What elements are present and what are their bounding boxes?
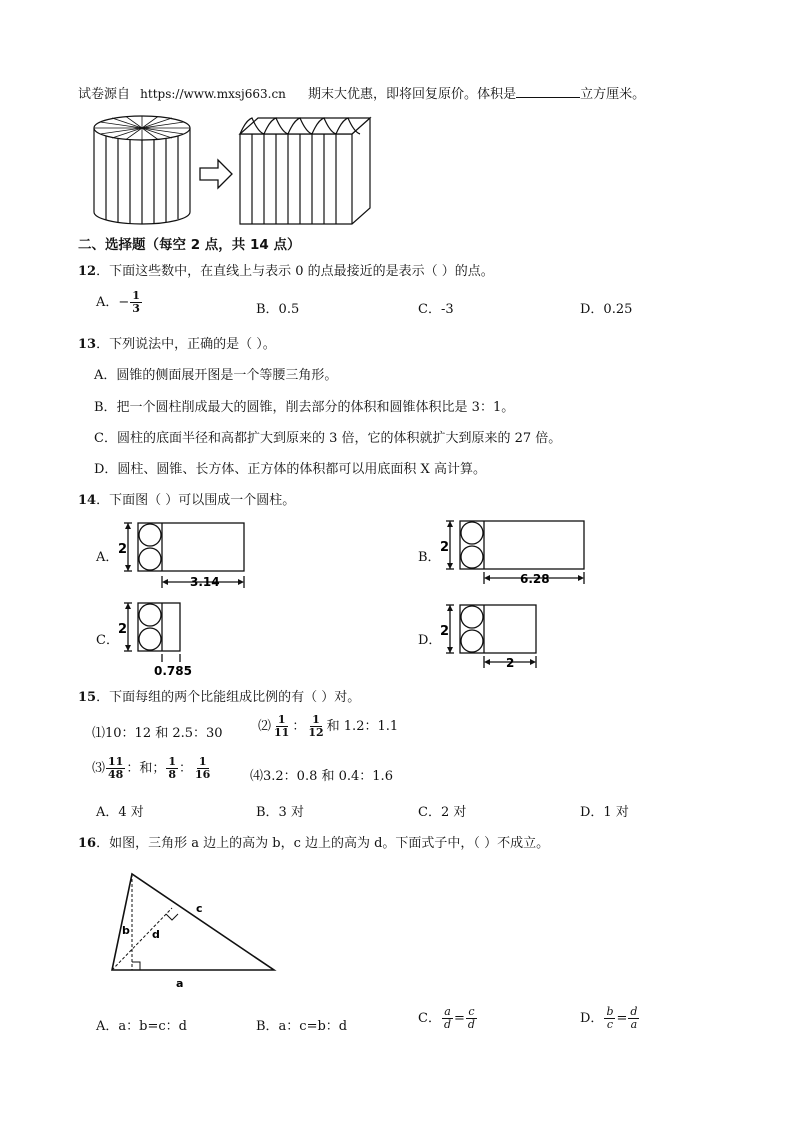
q15-option-a[interactable]: A．4 对 bbox=[96, 805, 144, 820]
q15-item-4: ⑷3.2：0.8 和 0.4：1.6 bbox=[250, 769, 393, 784]
q14-figure-c bbox=[118, 600, 198, 680]
q15-option-c[interactable]: C．2 对 bbox=[418, 805, 467, 820]
q16-text: ．如图，三角形 a 边上的高为 b，c 边上的高为 d。下面式子中，（ ）不成立。 bbox=[96, 836, 550, 851]
fraction-denominator: 12 bbox=[308, 726, 324, 739]
q16-option-d-label: D． bbox=[580, 1011, 604, 1026]
q15-text: ．下面每组的两个比能组成比例的有（ ）对。 bbox=[96, 690, 361, 705]
fraction-numerator: 1 bbox=[132, 289, 140, 302]
fraction-numerator: a bbox=[444, 1005, 451, 1018]
cylinder-shape bbox=[94, 116, 190, 224]
q13-number: 13 bbox=[78, 337, 97, 352]
fraction-denominator: d bbox=[443, 1018, 451, 1031]
fraction-numerator: d bbox=[630, 1005, 638, 1018]
q14-c-length: 0.785 bbox=[154, 664, 192, 678]
q14-figure-d bbox=[440, 602, 550, 674]
equals-sign: = bbox=[454, 1011, 465, 1026]
answer-blank[interactable] bbox=[516, 85, 580, 98]
q12-option-d[interactable]: D．0.25 bbox=[580, 302, 633, 317]
q14-figure-b bbox=[440, 518, 590, 590]
q16-option-c-label: C． bbox=[418, 1011, 441, 1026]
item-2-fraction-1 bbox=[272, 714, 291, 739]
fraction-denominator: a bbox=[630, 1018, 638, 1031]
q14-number: 14 bbox=[78, 493, 97, 508]
q16-c-fraction-1 bbox=[442, 1006, 453, 1031]
fraction-numerator: c bbox=[468, 1005, 475, 1018]
q14-text: ．下面图（ ）可以围成一个圆柱。 bbox=[96, 493, 296, 508]
fraction-numerator: 1 bbox=[277, 713, 286, 726]
q12-option-a-sign: − bbox=[118, 295, 130, 310]
fraction-numerator: 1 bbox=[168, 755, 176, 768]
q14-option-c-label[interactable]: C． bbox=[96, 633, 119, 648]
item-3-fraction-1 bbox=[106, 756, 125, 781]
fraction-denominator: 3 bbox=[132, 302, 140, 315]
q14-option-b-label[interactable]: B． bbox=[418, 550, 441, 565]
fraction-numerator: b bbox=[606, 1005, 614, 1018]
q12-option-c[interactable]: C．-3 bbox=[418, 302, 454, 317]
source-label: 试卷源自 bbox=[78, 87, 131, 102]
fraction-numerator: 1 bbox=[312, 713, 320, 726]
item-2-prefix: ⑵ bbox=[258, 719, 272, 734]
side-c-label: c bbox=[196, 902, 203, 915]
q12-text: ．下面这些数中，在直线上与表示 0 的点最接近的是表示（ ）的点。 bbox=[96, 264, 494, 279]
q16-d-fraction-1 bbox=[604, 1006, 615, 1031]
fraction-denominator: 48 bbox=[108, 768, 124, 781]
q14-option-d-label[interactable]: D． bbox=[418, 633, 442, 648]
q16-option-c[interactable] bbox=[418, 1006, 478, 1031]
item-2-suffix: 和 1.2：1.1 bbox=[326, 719, 399, 734]
q15-option-d[interactable]: D．1 对 bbox=[580, 805, 629, 820]
q13-option-b[interactable]: B．把一个圆柱削成最大的圆锥，削去部分的体积和圆锥体积比是 3：1。 bbox=[94, 400, 515, 415]
q14-d-length: 2 bbox=[506, 656, 515, 670]
item-2-fraction-2 bbox=[306, 714, 325, 739]
item-3-fraction-3 bbox=[193, 756, 212, 781]
q12-option-a[interactable] bbox=[96, 290, 143, 315]
q13-option-c[interactable]: C．圆柱的底面半径和高都扩大到原来的 3 倍，它的体积就扩大到原来的 27 倍。 bbox=[94, 431, 562, 446]
q14-d-height: 2 bbox=[440, 624, 450, 639]
q16-option-a[interactable]: A．a：b=c：d bbox=[96, 1019, 187, 1034]
q13-option-d[interactable]: D．圆柱、圆锥、长方体、正方体的体积都可以用底面积 X 高计算。 bbox=[94, 462, 486, 477]
q15-stem bbox=[78, 686, 360, 705]
q12-number: 12 bbox=[78, 264, 97, 279]
fraction-denominator: 8 bbox=[168, 768, 176, 781]
fraction-denominator: 11 bbox=[274, 726, 290, 739]
q12-option-a-fraction bbox=[130, 290, 142, 315]
equals-sign: = bbox=[616, 1011, 628, 1026]
cuboid-shape bbox=[240, 118, 370, 224]
q12-stem bbox=[78, 260, 494, 279]
q14-option-a-label[interactable]: A． bbox=[96, 550, 119, 565]
q13-option-a[interactable]: A．圆锥的侧面展开图是一个等腰三角形。 bbox=[94, 368, 338, 383]
promo-text: 期末大优惠，即将回复原价。 bbox=[308, 87, 478, 102]
fraction-numerator: 1 bbox=[198, 755, 207, 768]
q16-option-b[interactable]: B．a：c=b：d bbox=[256, 1019, 348, 1034]
q12-option-a-label: A． bbox=[96, 295, 119, 310]
section-title: 二、选择题（每空 2 点，共 14 点） bbox=[78, 237, 301, 253]
q16-number: 16 bbox=[78, 836, 97, 851]
q16-d-fraction-2 bbox=[628, 1006, 639, 1031]
q14-a-height: 2 bbox=[118, 542, 128, 557]
header-line bbox=[78, 83, 645, 102]
q16-stem bbox=[78, 832, 549, 851]
q14-stem bbox=[78, 489, 295, 508]
q14-figure-a bbox=[118, 520, 250, 592]
q15-number: 15 bbox=[78, 690, 97, 705]
item-3-mid: ：和； bbox=[126, 761, 166, 776]
q15-item-2: ⑵ $\frac{1}{11}$ ： $\frac{1}{12}$ 和 1.2：1.1 bbox=[258, 713, 399, 739]
q14-c-height: 2 bbox=[118, 622, 128, 637]
q15-item-3: ⑶ $\frac{11}{48}$ ：和； $\frac{1}{8}$ ： $\frac{1}{16}$ bbox=[92, 755, 211, 781]
q12-option-b[interactable]: B．0.5 bbox=[256, 302, 300, 317]
q16-option-d[interactable] bbox=[580, 1006, 640, 1031]
right-arrow-icon bbox=[200, 160, 232, 188]
q11-unit: 立方厘米。 bbox=[580, 87, 646, 102]
height-d-label: d bbox=[152, 928, 160, 941]
item-3-fraction-2 bbox=[166, 756, 178, 781]
cylinder-transform-figure bbox=[90, 112, 380, 230]
q16-c-fraction-2 bbox=[466, 1006, 477, 1031]
q15-option-b[interactable]: B．3 对 bbox=[256, 805, 304, 820]
fraction-denominator: c bbox=[606, 1018, 614, 1031]
q14-b-height: 2 bbox=[440, 540, 450, 555]
fraction-denominator: 16 bbox=[195, 768, 211, 781]
q13-stem bbox=[78, 333, 276, 352]
item-3-prefix: ⑶ bbox=[92, 761, 106, 776]
fraction-denominator: d bbox=[467, 1018, 475, 1031]
q16-triangle-figure bbox=[104, 870, 284, 992]
q14-a-length: 3.14 bbox=[190, 575, 220, 589]
q11-tail: 体积是 bbox=[477, 87, 517, 102]
height-b-label: b bbox=[122, 924, 130, 937]
source-url[interactable]: https://www.mxsj663.cn bbox=[140, 87, 286, 101]
fraction-numerator: 11 bbox=[108, 755, 124, 768]
q15-item-1: ⑴10：12 和 2.5：30 bbox=[92, 726, 223, 741]
side-a-label: a bbox=[176, 977, 184, 990]
q13-text: ．下列说法中，正确的是（ ）。 bbox=[96, 337, 276, 352]
q14-b-length: 6.28 bbox=[520, 572, 550, 586]
